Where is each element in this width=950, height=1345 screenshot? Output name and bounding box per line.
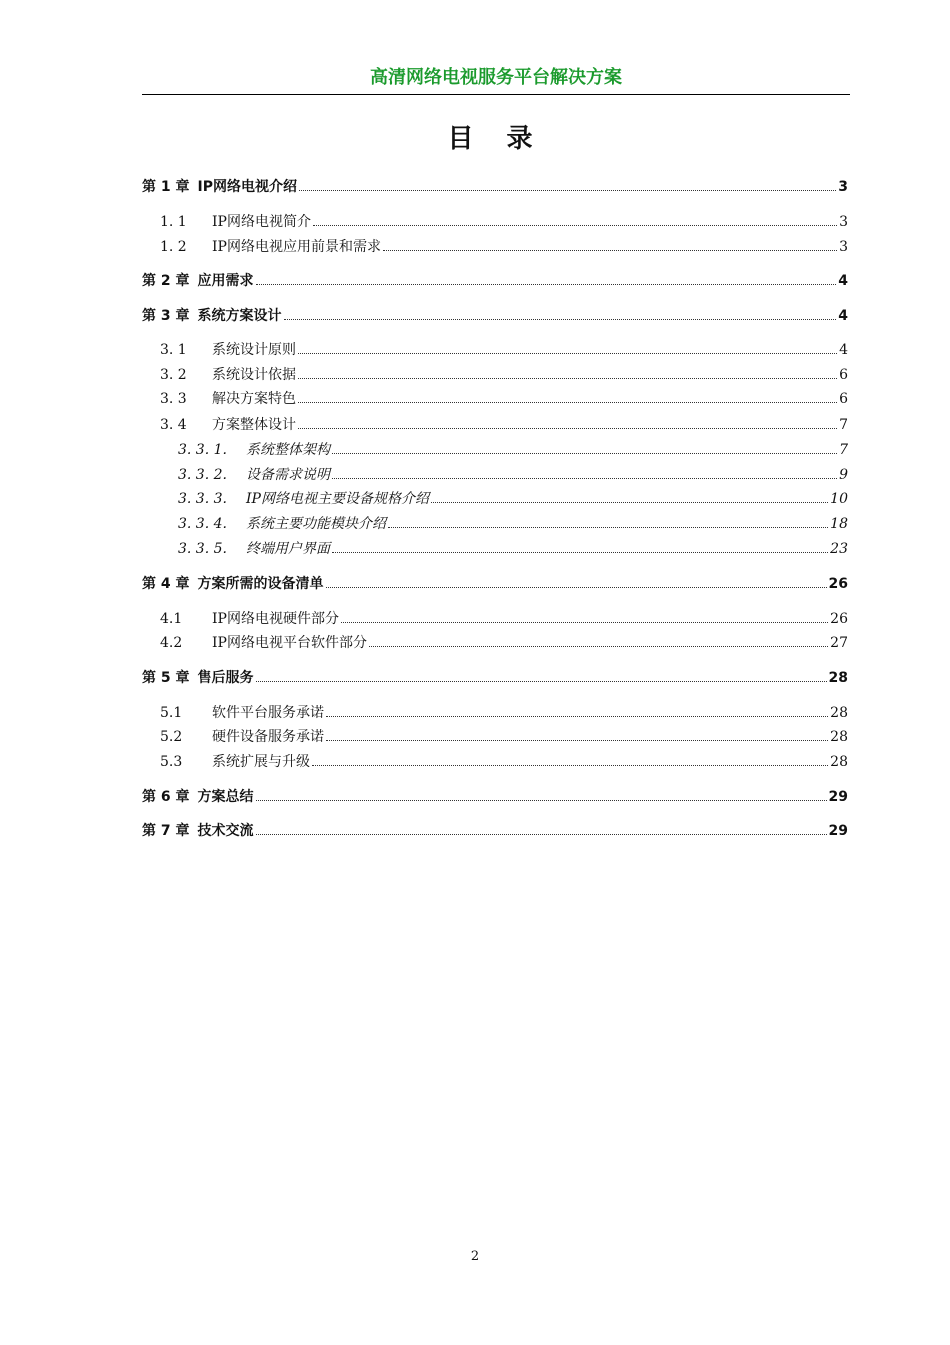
toc-entry-page: 6 [839,391,848,407]
toc-entry-page: 6 [839,367,848,383]
toc-entry-number: 3. 3. 4. [178,516,227,532]
toc-entry[interactable] [142,540,848,558]
toc-entry-label: 系统整体架构 [246,442,330,458]
toc-dot-leader [284,319,837,320]
toc-entry[interactable] [142,178,848,196]
toc-entry[interactable] [142,441,848,459]
toc-dot-leader [341,622,828,623]
toc-dot-leader [312,765,828,766]
document-header-title: 高清网络电视服务平台解决方案 [142,66,850,95]
toc-entry[interactable] [142,753,848,771]
toc-entry-label: 方案所需的设备清单 [197,576,324,592]
toc-dot-leader [326,716,828,717]
toc-entry-page: 28 [828,670,848,686]
toc-entry-label: IP网络电视主要设备规格介绍 [246,491,429,507]
toc-dot-leader [298,378,837,379]
toc-entry-number: 第 3 章 [142,308,190,324]
toc-entry-number: 第 5 章 [142,670,190,686]
toc-entry-page: 3 [839,214,848,230]
toc-dot-leader [383,250,837,251]
toc-entry-label: 方案整体设计 [212,417,296,433]
toc-dot-leader [431,502,828,503]
toc-dot-leader [326,587,827,588]
toc-entry[interactable] [142,788,848,806]
toc-entry[interactable] [142,466,848,484]
toc-entry[interactable] [142,307,848,325]
toc-entry[interactable] [142,728,848,746]
toc-dot-leader [256,681,827,682]
toc-entry-label: IP网络电视硬件部分 [212,611,339,627]
toc-entry-label: 方案总结 [197,789,254,805]
toc-entry-number: 5.3 [160,754,183,770]
toc-entry-label: 终端用户界面 [246,541,330,557]
toc-entry-number: 第 4 章 [142,576,190,592]
toc-dot-leader [313,225,837,226]
toc-dot-leader [298,353,837,354]
toc-entry-label: 系统扩展与升级 [212,754,310,770]
toc-dot-leader [332,453,837,454]
toc-entry-label: IP网络电视简介 [212,214,311,230]
toc-entry-page: 9 [839,467,848,483]
toc-dot-leader [256,834,827,835]
toc-entry-number: 3. 3. 2. [178,467,227,483]
toc-entry-label: 解决方案特色 [212,391,296,407]
toc-entry-number: 1. 2 [160,239,187,255]
toc-dot-leader [298,428,837,429]
toc-entry-number: 3. 4 [160,417,187,433]
toc-dot-leader [256,800,827,801]
toc-entry-page: 4 [839,342,848,358]
toc-entry[interactable] [142,704,848,722]
toc-entry[interactable] [142,515,848,533]
toc-entry-label: 软件平台服务承诺 [212,705,324,721]
toc-heading: 目 录 [447,124,545,154]
toc-entry-label: 系统设计原则 [212,342,296,358]
toc-entry-number: 4.2 [160,635,183,651]
toc-entry-label: 售后服务 [197,670,254,686]
toc-entry-label: 应用需求 [197,273,254,289]
toc-entry-page: 4 [838,308,848,324]
toc-entry[interactable] [142,490,848,508]
toc-entry-number: 第 7 章 [142,823,190,839]
toc-entry-number: 第 6 章 [142,789,190,805]
toc-entry-page: 28 [830,754,848,770]
toc-entry-number: 第 2 章 [142,273,190,289]
toc-entry[interactable] [142,390,848,408]
toc-dot-leader [388,527,828,528]
toc-entry-label: 系统主要功能模块介绍 [246,516,386,532]
toc-entry-number: 5.1 [160,705,183,721]
toc-entry-label: IP网络电视介绍 [197,179,297,195]
toc-entry[interactable] [142,634,848,652]
toc-entry-label: IP网络电视应用前景和需求 [212,239,381,255]
toc-dot-leader [299,190,836,191]
toc-entry[interactable] [142,213,848,231]
toc-entry-page: 28 [830,705,848,721]
toc-entry-number: 3. 3. 5. [178,541,227,557]
toc-entry-page: 4 [838,273,848,289]
toc-entry-number: 3. 2 [160,367,187,383]
toc-entry[interactable] [142,341,848,359]
toc-dot-leader [332,478,837,479]
toc-entry-label: 硬件设备服务承诺 [212,729,324,745]
toc-dot-leader [298,402,837,403]
toc-entry[interactable] [142,669,848,687]
toc-entry-page: 10 [830,491,848,507]
toc-entry-label: 技术交流 [197,823,254,839]
toc-entry[interactable] [142,366,848,384]
toc-entry-page: 7 [839,442,848,458]
toc-entry-number: 3. 1 [160,342,187,358]
page-number: 2 [470,1249,480,1264]
toc-entry-page: 29 [828,789,848,805]
toc-entry-page: 26 [830,611,848,627]
toc-entry-page: 3 [838,179,848,195]
toc-entry-page: 27 [830,635,848,651]
toc-entry[interactable] [142,238,848,256]
toc-dot-leader [332,552,828,553]
toc-entry-label: 系统设计依据 [212,367,296,383]
toc-entry-page: 3 [839,239,848,255]
toc-entry-label: 设备需求说明 [246,467,330,483]
toc-entry-page: 28 [830,729,848,745]
toc-entry[interactable] [142,575,848,593]
toc-entry[interactable] [142,272,848,290]
toc-entry-number: 第 1 章 [142,179,190,195]
toc-dot-leader [326,740,828,741]
toc-entry-label: 系统方案设计 [197,308,282,324]
toc-entry-number: 1. 1 [160,214,187,230]
toc-entry-number: 5.2 [160,729,183,745]
toc-entry-page: 18 [830,516,848,532]
toc-entry-label: IP网络电视平台软件部分 [212,635,367,651]
toc-entry-number: 3. 3. 3. [178,491,227,507]
toc-entry-number: 4.1 [160,611,183,627]
toc-entry[interactable] [142,610,848,628]
toc-entry-page: 7 [839,417,848,433]
toc-entry-page: 26 [828,576,848,592]
toc-dot-leader [256,284,837,285]
toc-entry-number: 3. 3 [160,391,187,407]
toc-entry-number: 3. 3. 1. [178,442,227,458]
toc-dot-leader [369,646,828,647]
toc-entry-page: 29 [828,823,848,839]
toc-entry[interactable] [142,822,848,840]
toc-entry-page: 23 [830,541,848,557]
toc-entry[interactable] [142,416,848,434]
